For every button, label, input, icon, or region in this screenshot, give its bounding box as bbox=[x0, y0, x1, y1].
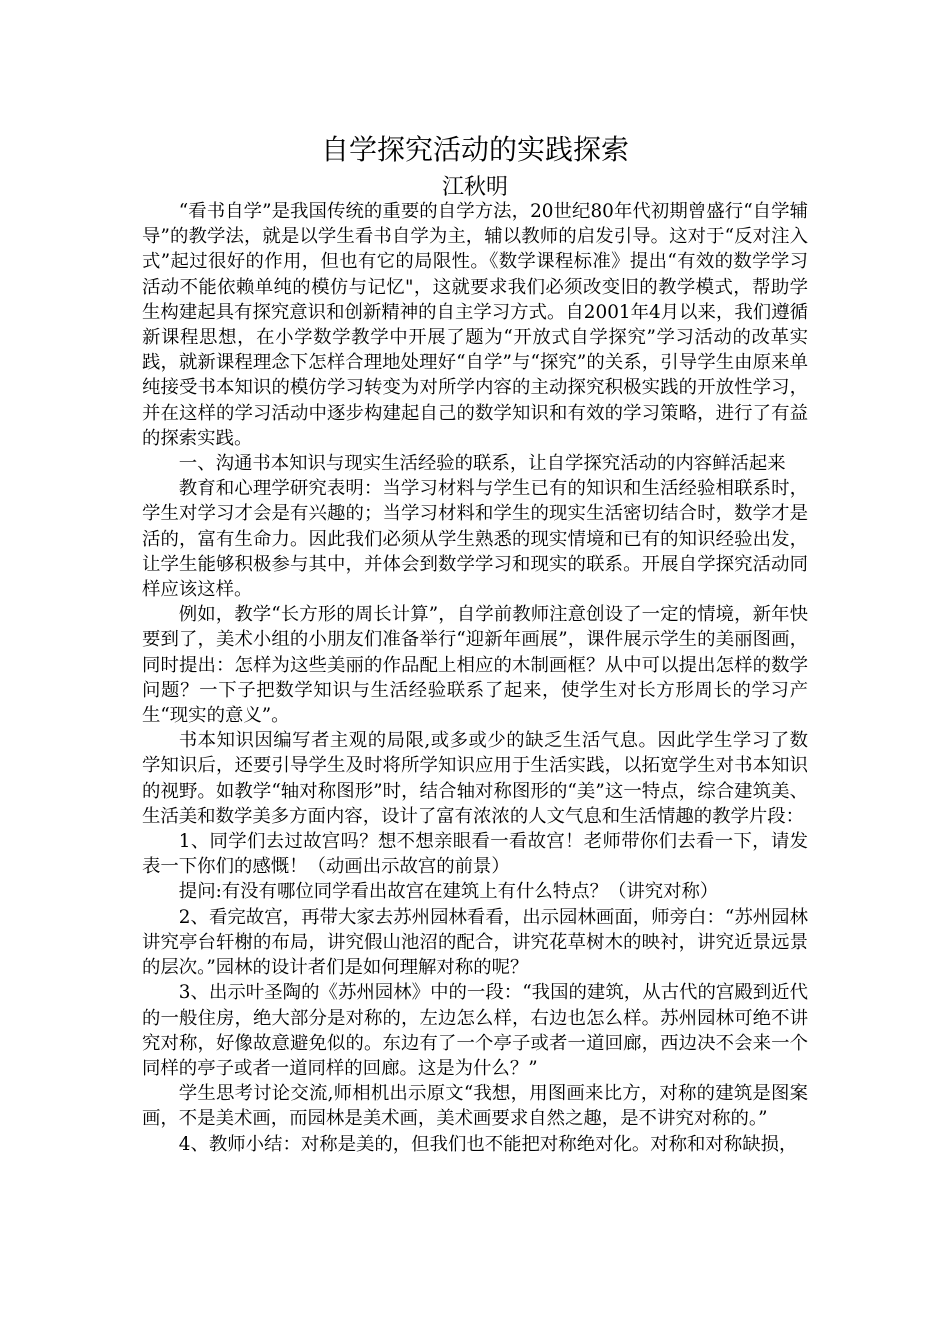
list-item: 3、出示叶圣陶的《苏州园林》中的一段：“我国的建筑，从古代的宫殿到近代的一般住房，绝大部分是对称的，左边怎么样，右边也怎么样。苏州园林可绝不讲究对称，好像故意避免似的。东边有了一个亭子或者一道回廊，西边决不会来一个同样的亭子或者一道同样的回廊。这是为什么？” bbox=[142, 982, 808, 1079]
list-item: 4、教师小结：对称是美的，但我们也不能把对称绝对化。对称和对称缺损， bbox=[178, 1133, 798, 1155]
paragraph-intro: “看书自学”是我国传统的重要的自学方法，20世纪80年代初期曾盛行“自学辅导”的教学法，就是以学生看书自学为主，辅以教师的启发引导。这对于“反对注入式”起过很好的作用，但也有它的局限性。《数学课程标准》提出“有效的数学学习活动不能依赖单纯的模仿与记忆"，这就要求我们必须改变旧的教学模式，帮助学生构建起具有探究意识和创新精神的自主学习方式。自2001年4月以来，我们遵循新课程思想，在小学数学教学中开展了题为“开放式自学探究”学习活动的改革实践，就新课程理念下怎样合理地处理好“自学”与“探究”的关系，引导学生由原来单纯接受书本知识的模仿学习转变为对所学内容的主动探究积极实践的开放性学习，并在这样的学习活动中逐步构建起自己的数学知识和有效的学习策略，进行了有益的探索实践。 bbox=[142, 201, 808, 449]
paragraph: 学生思考讨论交流,师相机出示原文“我想，用图画来比方，对称的建筑是图案画，不是美术画，而园林是美术画，美术画要求自然之趣，是不讲究对称的。” bbox=[142, 1083, 808, 1130]
document-body bbox=[142, 199, 808, 1157]
paragraph: 书本知识因编写者主观的局限,或多或少的缺乏生活气息。因此学生学习了数学知识后，还要引导学生及时将所学知识应用于生活实践，以拓宽学生对书本知识的视野。如教学“轴对称图形”时，结合轴对称图形的“美”这一特点，综合建筑美、生活美和数学美多方面内容，设计了富有浓浓的人文气息和生活情趣的教学片段： bbox=[142, 730, 808, 827]
document-title: 自学探究活动的实践探索 bbox=[320, 133, 629, 166]
paragraph: 提问:有没有哪位同学看出故宫在建筑上有什么特点？（讲究对称） bbox=[178, 881, 719, 903]
document-author: 江秋明 bbox=[441, 175, 508, 200]
list-item: 2、看完故宫，再带大家去苏州园林看看，出示园林画面，师旁白：“苏州园林讲究亭台轩榭的布局，讲究假山池沼的配合，讲究花草树木的映衬，讲究近景远景的层次。”园林的设计者们是如何理解对称的呢？ bbox=[142, 906, 808, 979]
section-heading-1: 一、沟通书本知识与现实生活经验的联系，让自学探究活动的内容鲜活起来 bbox=[178, 453, 786, 475]
list-item: 1、同学们去过故宫吗？想不想亲眼看一看故宫！老师带你们去看一下，请发表一下你们的感慨！（动画出示故宫的前景） bbox=[142, 831, 808, 878]
paragraph: 例如，教学“长方形的周长计算”，自学前教师注意创设了一定的情境，新年快要到了，美术小组的小朋友们准备举行“迎新年画展”，课件展示学生的美丽图画，同时提出：怎样为这些美丽的作品配上相应的木制画框？从中可以提出怎样的数学问题？一下子把数学知识与生活经验联系了起来，使学生对长方形周长的学习产生“现实的意义”。 bbox=[142, 604, 808, 727]
paragraph: 教育和心理学研究表明：当学习材料与学生已有的知识和生活经验相联系时，学生对学习才会是有兴趣的；当学习材料和学生的现实生活密切结合时，数学才是活的，富有生命力。因此我们必须从学生熟悉的现实情境和已有的知识经验出发，让学生能够积极参与其中，并体会到数学学习和现实的联系。开展自学探究活动同样应该这样。 bbox=[142, 478, 808, 601]
